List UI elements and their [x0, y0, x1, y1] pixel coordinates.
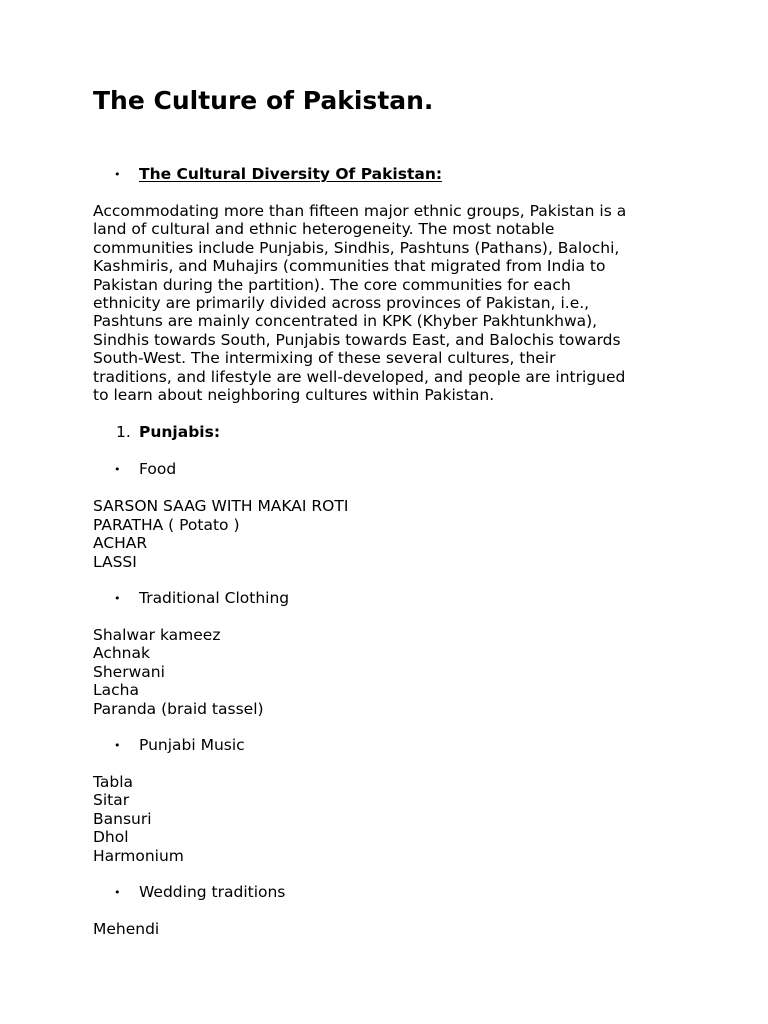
bullet-marker: • — [114, 592, 121, 606]
food-label: Food — [139, 460, 177, 479]
clothing-item: Paranda (braid tassel) — [93, 699, 264, 718]
list-number: 1. — [116, 423, 131, 442]
food-item: SARSON SAAG WITH MAKAI ROTI — [93, 497, 349, 516]
bullet-marker: • — [114, 738, 121, 752]
clothing-bullet — [93, 589, 693, 608]
clothing-item: Achnak — [93, 644, 150, 663]
clothing-list — [93, 626, 693, 718]
music-bullet — [93, 736, 693, 755]
music-item: Bansuri — [93, 809, 152, 828]
music-label: Punjabi Music — [139, 735, 245, 754]
intro-line: Sindhis towards South, Punjabis towards East, and Balochis towards — [93, 330, 621, 349]
intro-line: traditions, and lifestyle are well-developed, and people are intrigued — [93, 367, 626, 386]
intro-line: Accommodating more than fifteen major ethnic groups, Pakistan is a — [93, 202, 627, 220]
food-item: PARATHA ( Potato ) — [93, 515, 240, 534]
wedding-bullet — [93, 883, 693, 902]
intro-paragraph — [93, 202, 683, 404]
intro-line: South-West. The intermixing of these several cultures, their — [93, 349, 556, 368]
intro-line: Kashmiris, and Muhajirs (communities that migrated from India to — [93, 257, 606, 276]
clothing-item: Lacha — [93, 681, 139, 700]
clothing-label: Traditional Clothing — [139, 589, 290, 608]
intro-line: land of cultural and ethnic heterogeneity. The most notable — [93, 220, 555, 239]
section-heading-bullet — [93, 165, 693, 184]
music-item: Tabla — [93, 772, 134, 791]
intro-line: communities include Punjabis, Sindhis, Pashtuns (Pathans), Balochi, — [93, 238, 620, 257]
bullet-marker: • — [114, 885, 121, 899]
bullet-marker: • — [114, 168, 121, 181]
music-item: Harmonium — [93, 846, 184, 865]
intro-line: Pakistan during the partition). The core communities for each — [93, 275, 571, 294]
music-list — [93, 773, 693, 865]
page-title: The Culture of Pakistan. — [93, 86, 434, 115]
numbered-item-label: Punjabis: — [139, 423, 221, 442]
food-bullet — [93, 460, 693, 479]
music-item: Sitar — [93, 791, 130, 810]
wedding-list — [93, 920, 693, 938]
intro-line: to learn about neighboring cultures within Pakistan. — [93, 386, 495, 405]
intro-line: ethnicity are primarily divided across provinces of Pakistan, i.e., — [93, 294, 590, 313]
bullet-marker: • — [114, 463, 121, 477]
numbered-item-punjabis — [93, 423, 693, 442]
food-list — [93, 497, 693, 571]
clothing-item: Shalwar kameez — [93, 626, 221, 645]
wedding-label: Wedding traditions — [139, 882, 286, 901]
music-item: Dhol — [93, 828, 129, 847]
wedding-item: Mehendi — [93, 919, 160, 938]
food-item: ACHAR — [93, 534, 148, 553]
clothing-item: Sherwani — [93, 662, 165, 681]
intro-line: Pashtuns are mainly concentrated in KPK (Khyber Pakhtunkhwa), — [93, 312, 598, 331]
section-heading: The Cultural Diversity Of Pakistan: — [139, 165, 443, 183]
food-item: LASSI — [93, 552, 137, 571]
document-content — [93, 84, 693, 938]
